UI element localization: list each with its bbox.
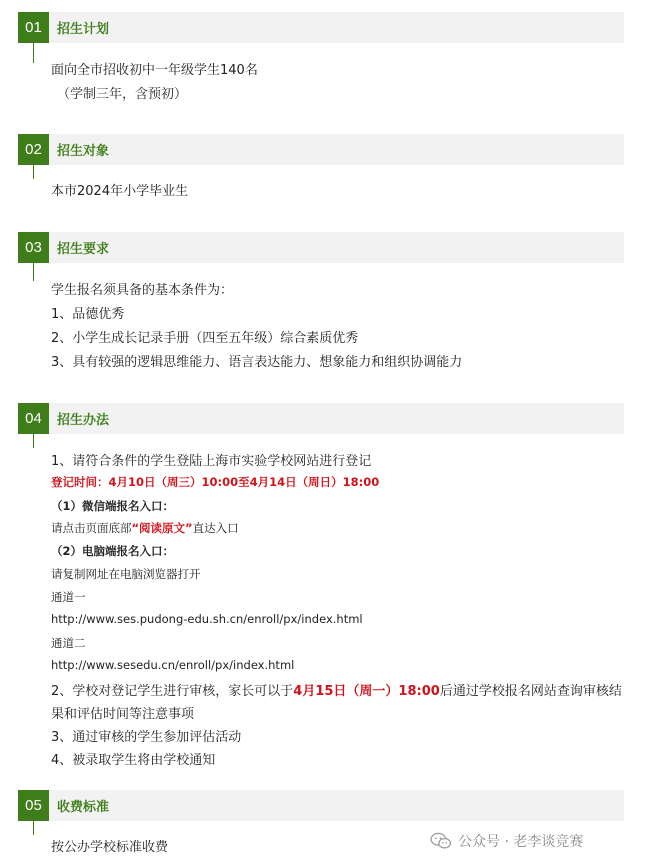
section-header	[18, 790, 624, 821]
step-2-date: 4月15日（周一）18:00	[293, 684, 440, 699]
pc-entry-desc: 请复制网址在电脑浏览器打开	[51, 567, 201, 581]
section-divider-line	[33, 821, 34, 835]
section-header	[18, 12, 624, 43]
section-title: 招生对象	[57, 144, 110, 159]
body-text: 3、具有较强的逻辑思维能力、语言表达能力、想象能力和组织协调能力	[51, 355, 463, 370]
channel-1-label: 通道一	[51, 590, 86, 604]
wechat-desc-suffix: 直达入口	[192, 521, 239, 535]
body-text: 2、小学生成长记录手册（四至五年级）综合素质优秀	[51, 331, 359, 346]
section-header	[18, 403, 624, 434]
body-text: （学制三年，含预初）	[57, 87, 188, 102]
watermark	[430, 828, 583, 854]
wechat-entry-title: （1）微信端报名入口：	[51, 499, 175, 513]
section-title-bar	[49, 790, 624, 821]
channel-1-url[interactable]: http://www.ses.pudong-edu.sh.cn/enroll/px/index.html	[51, 612, 363, 626]
section-04	[0, 403, 646, 768]
step-2-prefix: 2、学校对登记学生进行审核，家长可以于	[51, 684, 294, 699]
section-title-bar	[49, 12, 624, 43]
section-title-bar	[49, 403, 624, 434]
section-number: 04	[18, 403, 49, 434]
body-text: 学生报名须具备的基本条件为：	[51, 283, 234, 298]
section-title: 招生办法	[57, 413, 110, 428]
section-divider-line	[33, 165, 34, 179]
wechat-icon	[430, 832, 452, 850]
step-4-text: 4、被录取学生将由学校通知	[51, 753, 216, 768]
section-02	[0, 134, 646, 199]
section-title-bar	[49, 134, 624, 165]
watermark-text: 公众号 · 老李谈竞赛	[458, 834, 584, 850]
section-number: 03	[18, 232, 49, 263]
section-divider-line	[33, 43, 34, 63]
section-title-bar	[49, 232, 624, 263]
section-number: 01	[18, 12, 49, 43]
section-divider-line	[33, 434, 34, 448]
section-03	[0, 232, 646, 370]
registration-time: 登记时间：4月10日（周三）10:00至4月14日（周日）18:00	[51, 475, 380, 489]
body-text: 本市2024年小学毕业生	[51, 184, 189, 199]
channel-2-url[interactable]: http://www.sesedu.cn/enroll/px/index.html	[51, 658, 295, 672]
section-number: 02	[18, 134, 49, 165]
step-2-text	[51, 680, 622, 699]
step-3-text: 3、通过审核的学生参加评估活动	[51, 730, 242, 745]
body-text: 面向全市招收初中一年级学生140名	[51, 63, 258, 78]
body-text: 1、品德优秀	[51, 307, 125, 322]
body-text: 按公办学校标准收费	[51, 840, 169, 855]
section-header	[18, 134, 624, 165]
section-title: 招生要求	[57, 242, 110, 257]
section-divider-line	[33, 263, 34, 281]
step-2-suffix: 后通过学校报名网站查询审核结	[439, 684, 622, 699]
section-title: 收费标准	[57, 800, 110, 815]
wechat-desc-prefix: 请点击页面底部	[51, 521, 132, 535]
wechat-entry-desc	[51, 520, 239, 536]
step-1-text: 1、请符合条件的学生登陆上海市实验学校网站进行登记	[51, 454, 372, 469]
step-2-continued: 果和评估时间等注意事项	[51, 707, 195, 722]
section-01	[0, 12, 646, 102]
section-title: 招生计划	[57, 22, 110, 37]
pc-entry-title: （2）电脑端报名入口：	[51, 544, 175, 558]
channel-2-label: 通道二	[51, 636, 86, 650]
section-header	[18, 232, 624, 263]
read-original-link[interactable]: “阅读原文”	[131, 521, 193, 535]
section-number: 05	[18, 790, 49, 821]
